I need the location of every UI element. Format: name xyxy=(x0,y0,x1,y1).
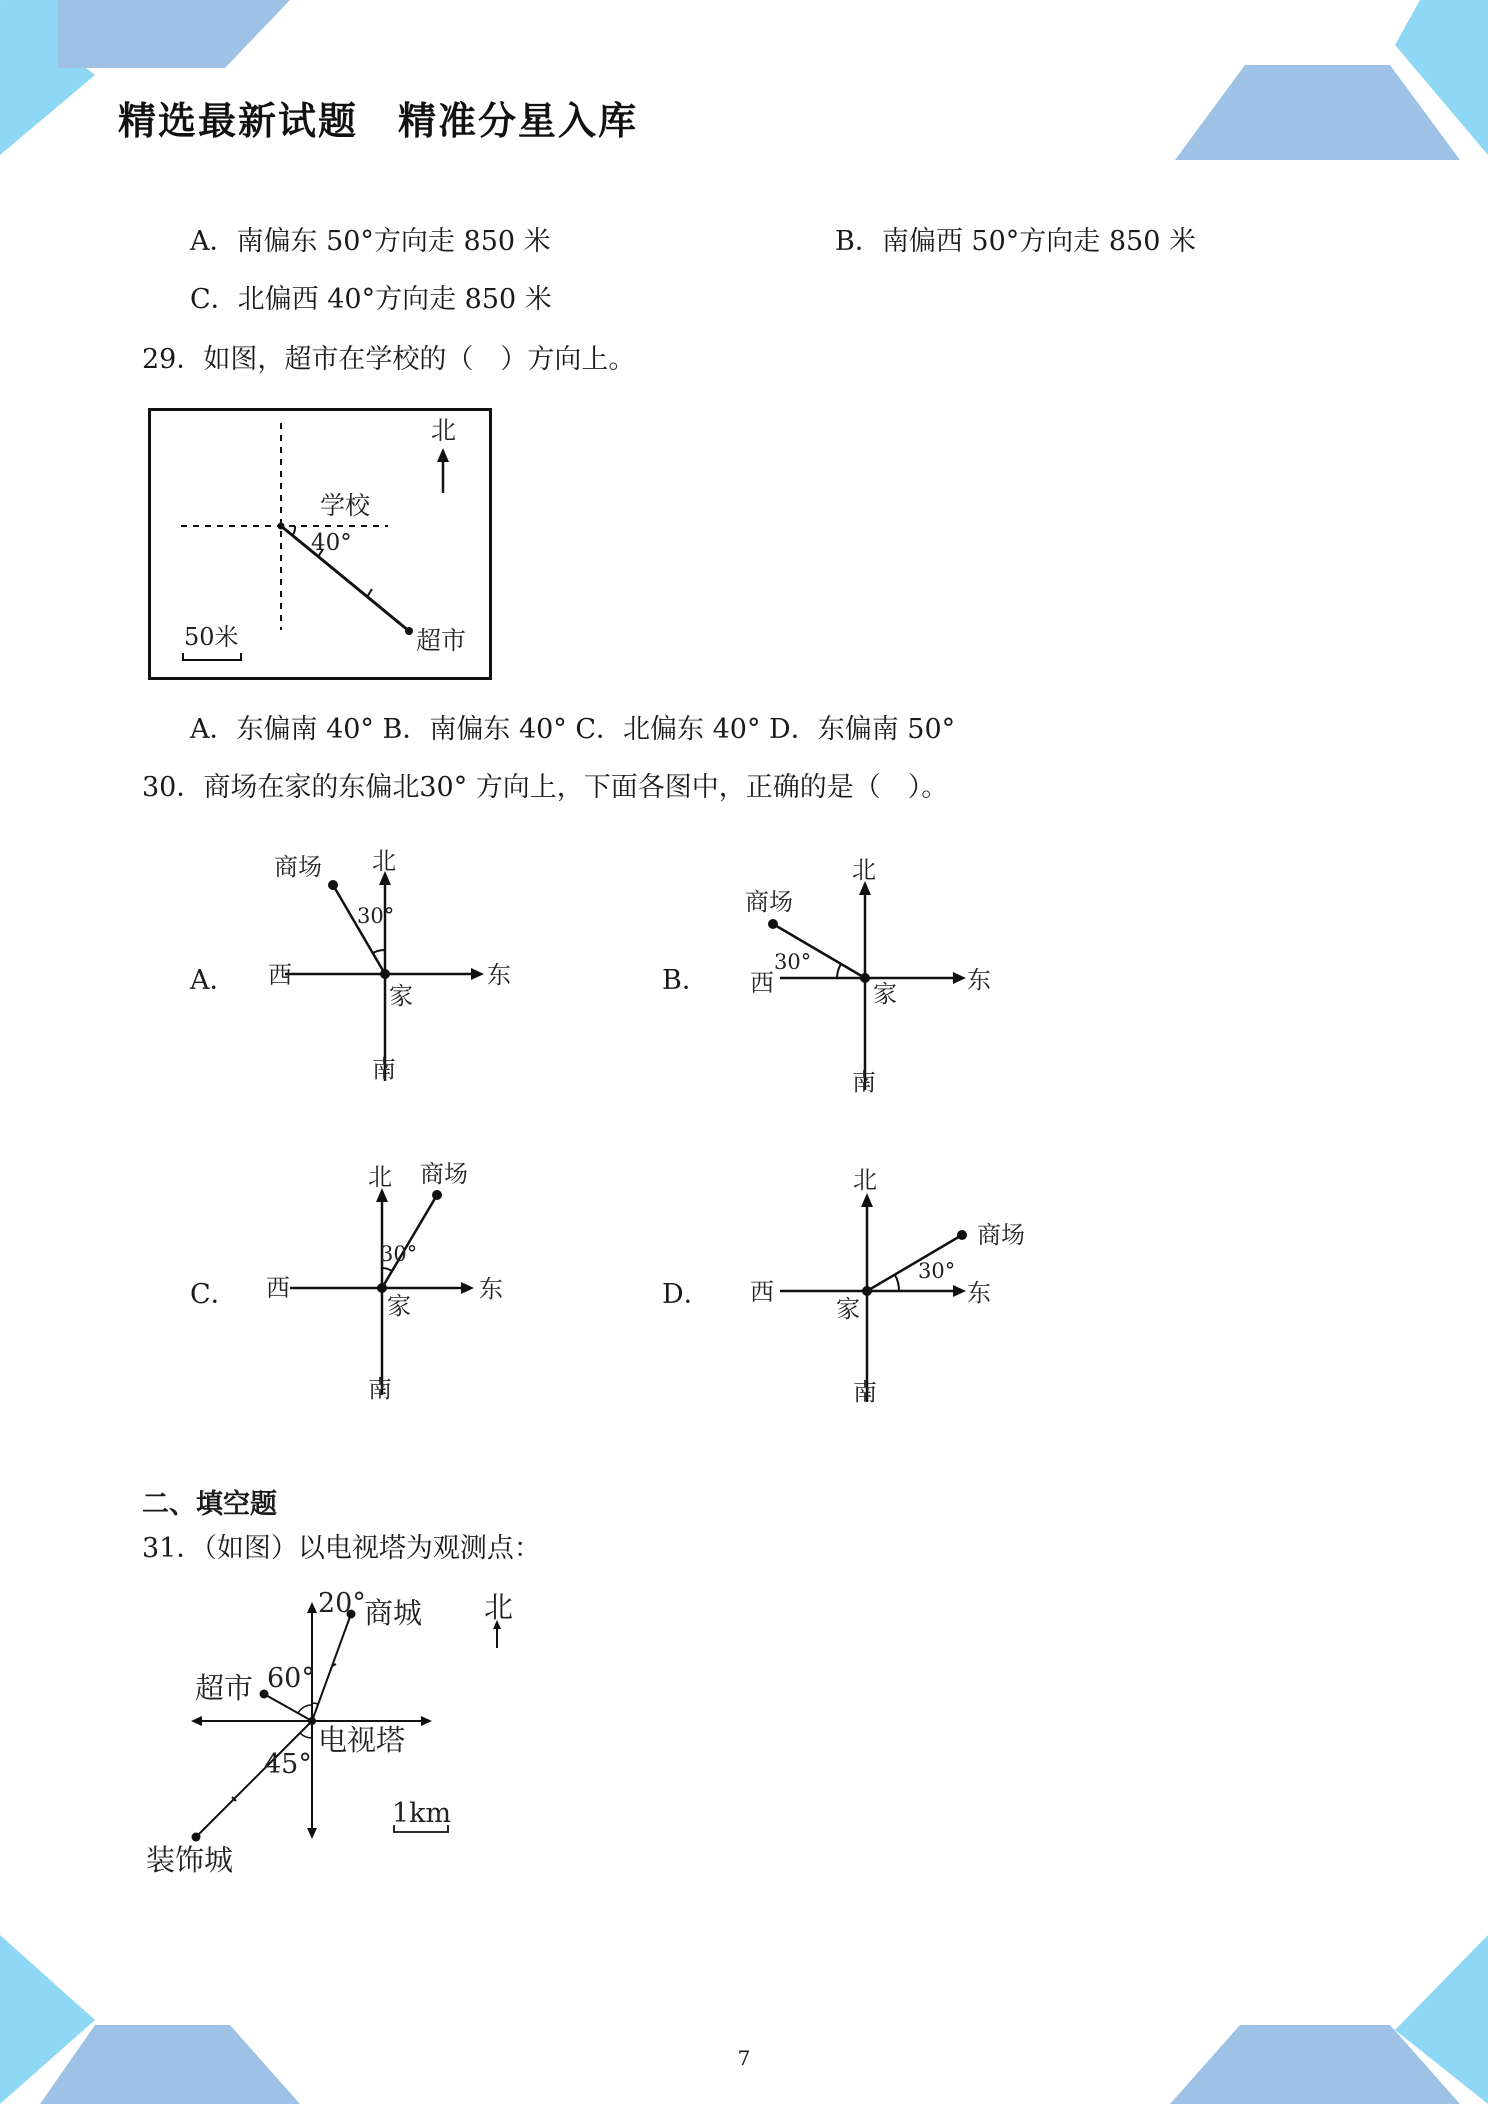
q30d-east: 东 xyxy=(967,1279,991,1307)
q29-school-label: 学校 xyxy=(320,491,371,520)
q30b-mall: 商场 xyxy=(745,888,793,916)
q30b-west: 西 xyxy=(750,969,774,997)
q30-option-a-label: A． xyxy=(190,965,237,996)
q30b-south: 南 xyxy=(852,1068,876,1096)
q30a-angle: 30° xyxy=(357,904,395,928)
section-title: 二、填空题 xyxy=(142,1489,277,1520)
q30d-mall-dot xyxy=(957,1230,967,1240)
q30c-west: 西 xyxy=(266,1274,290,1302)
q30b-home-dot xyxy=(860,973,870,983)
q31-tower-dot xyxy=(308,1717,316,1725)
q30b-north: 北 xyxy=(852,856,876,884)
q31-stem: 31．（如图）以电视塔为观测点： xyxy=(142,1533,541,1564)
corner-shape-top-left-c xyxy=(58,0,290,68)
header-title xyxy=(118,90,678,145)
page-number: 7 xyxy=(737,2046,751,2070)
q30a-north: 北 xyxy=(372,847,396,875)
q30-option-b-label: B． xyxy=(662,965,709,996)
q30a-home-dot xyxy=(380,969,390,979)
q30d-west: 西 xyxy=(750,1278,774,1306)
q29-scale-label: 50米 xyxy=(184,623,239,651)
q28-option-a: A．南偏东 50°方向走 850 米 xyxy=(190,226,551,257)
q30c-north: 北 xyxy=(368,1163,392,1191)
q31-scale-label: 1km xyxy=(392,1798,452,1829)
q29-stem: 29．如图，超市在学校的（ ）方向上。 xyxy=(142,344,636,375)
q31-line-mall xyxy=(312,1614,351,1721)
q30a-west: 西 xyxy=(268,961,292,989)
q30d-north: 北 xyxy=(853,1166,877,1194)
q30a-south: 南 xyxy=(372,1055,396,1083)
q30-figure-a xyxy=(260,845,520,1095)
q31-north-label: 北 xyxy=(484,1590,514,1624)
q29-school-dot xyxy=(278,523,285,530)
q31-angle-60: 60° xyxy=(267,1663,315,1694)
q30c-home: 家 xyxy=(387,1292,411,1320)
q30a-home: 家 xyxy=(389,982,413,1010)
q30a-mall-dot xyxy=(328,880,338,890)
header-title-left: 精选最新试题 xyxy=(118,99,359,143)
q31-decor-city-dot xyxy=(192,1833,201,1842)
q30b-east: 东 xyxy=(967,966,991,994)
q30-stem: 30．商场在家的东偏北30° 方向上，下面各图中，正确的是（ ）。 xyxy=(142,772,949,803)
q30-figure-b xyxy=(740,850,1010,1100)
q29-options: A．东偏南 40° B．南偏东 40° C．北偏东 40° D．东偏南 50° xyxy=(190,714,956,745)
q30c-home-dot xyxy=(377,1283,387,1293)
q30c-south: 南 xyxy=(368,1375,392,1403)
q31-figure xyxy=(142,1582,542,1882)
q31-angle-20: 20° xyxy=(318,1588,366,1619)
q29-market-dot xyxy=(405,627,413,635)
q30c-east: 东 xyxy=(479,1275,503,1303)
q30b-angle: 30° xyxy=(774,950,812,974)
q31-mall-label: 商城 xyxy=(364,1596,423,1630)
q30d-mall: 商场 xyxy=(977,1221,1025,1249)
q30a-mall: 商场 xyxy=(274,853,322,881)
q30c-mall-dot xyxy=(432,1190,442,1200)
q30d-angle: 30° xyxy=(918,1259,956,1283)
q30b-mall-dot xyxy=(768,919,778,929)
q30-figure-d xyxy=(740,1160,1040,1410)
q29-scale-bar xyxy=(183,653,241,660)
corner-shape-top-right-b xyxy=(1175,65,1460,160)
q29-market-label: 超市 xyxy=(416,626,467,655)
q31-decor-city-label: 装饰城 xyxy=(146,1843,234,1877)
q29-north-label: 北 xyxy=(431,416,457,445)
q29-angle-label: 40° xyxy=(311,530,352,556)
q31-supermarket-label: 超市 xyxy=(195,1671,254,1705)
q28-option-b: B．南偏西 50°方向走 850 米 xyxy=(835,226,1196,257)
q28-option-c: C．北偏西 40°方向走 850 米 xyxy=(190,284,552,315)
q30d-south: 南 xyxy=(853,1378,877,1406)
q30c-mall: 商场 xyxy=(420,1160,468,1188)
q31-tower-label: 电视塔 xyxy=(318,1723,406,1757)
q30a-east: 东 xyxy=(487,961,511,989)
q30c-angle: 30° xyxy=(380,1242,418,1266)
q29-figure xyxy=(148,408,492,680)
header-title-right: 精准分星入库 xyxy=(398,99,639,143)
q30b-home: 家 xyxy=(873,980,897,1008)
q31-angle-45: 45° xyxy=(264,1749,312,1780)
q30-figure-c xyxy=(260,1155,520,1405)
q30d-home-dot xyxy=(862,1286,872,1296)
q30-option-c-label: C． xyxy=(190,1279,238,1310)
q30d-home: 家 xyxy=(836,1295,860,1323)
q31-line-supermarket xyxy=(264,1694,312,1721)
q30-option-d-label: D． xyxy=(662,1279,711,1310)
